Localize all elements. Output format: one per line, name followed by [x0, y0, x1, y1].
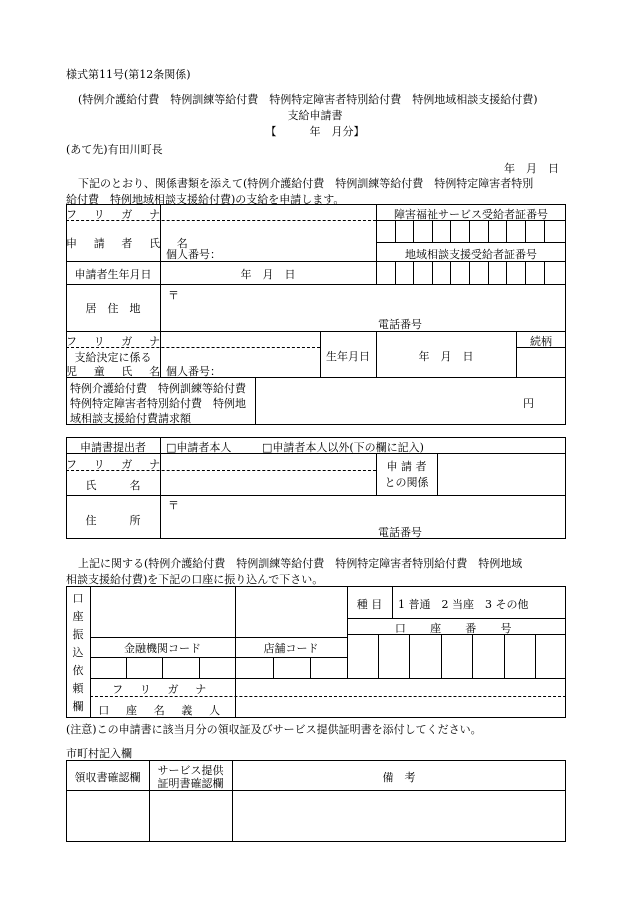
relation-label: 続柄 [530, 335, 552, 348]
submitter-address-label: 住 所 [85, 514, 141, 527]
regional-cert-label: 地域相談支援受給者証番号 [405, 248, 537, 261]
submitter-phone-label: 電話番号 [378, 526, 422, 539]
submitter-label: 申請書提出者 [80, 441, 146, 454]
intro-line-2: 給付費 特例地域相談支援給付費)の支給を申請します。 [66, 193, 345, 206]
option-self[interactable]: □申請者本人 [166, 441, 232, 454]
bank-side-label-4: 依 [72, 664, 84, 677]
bank-intro-line-1: 上記に関する(特例介護給付費 特例訓練等給付費 特例特定障害者特別給付費 特例地域 [78, 557, 523, 570]
claim-label-3: 域相談支援給付費請求額 [70, 412, 191, 425]
child-individual-number: 個人番号： [166, 365, 221, 378]
submitter-postal-mark: 〒 [168, 499, 179, 512]
child-label-1: 支給決定に係る [74, 351, 152, 364]
addressee: (あて先)有田川町長 [66, 143, 163, 156]
birthdate-label: 申請者生年月日 [74, 268, 152, 281]
account-number-label: 口 座 番 号 [394, 622, 519, 635]
claim-label-2: 特例特定障害者特別給付費 特例地 [70, 397, 246, 410]
application-date: 年 月 日 [504, 162, 559, 175]
bank-side-label-5: 頼 [72, 682, 84, 695]
remarks-label: 備 考 [382, 771, 416, 784]
bank-side-label-6: 欄 [72, 700, 84, 713]
option-other[interactable]: □申請者本人以外(下の欄に記入) [262, 441, 424, 454]
page-title: 支給申請書 [287, 109, 343, 122]
bank-intro-line-2: 相談支援給付費)を下記の口座に振り込んで下さい。 [66, 573, 324, 586]
claim-label-1: 特例介護給付費 特例訓練等給付費 [70, 382, 246, 395]
phone-label: 電話番号 [378, 318, 422, 331]
month-bracket: 【 年 月分】 [265, 125, 365, 138]
receipt-check-label: 領収書確認欄 [74, 771, 141, 784]
bank-side-label-1: 座 [72, 610, 84, 623]
benefits-line: (特例介護給付費 特例訓練等給付費 特例特定障害者特別給付費 特例地域相談支援給付費) [78, 93, 538, 106]
bank-furigana: フ リ ガ ナ [112, 683, 213, 696]
bank-code-label: 金融機関コード [124, 642, 201, 655]
attachment-note: (注意)この申請書に該当月分の領収証及びサービス提供証明書を添付してください。 [66, 723, 482, 736]
child-label-2: 児 童 氏 名 [66, 365, 167, 378]
account-type-options[interactable]: 1 普通 2 当座 3 その他 [398, 598, 529, 611]
bank-side-label-3: 込 [72, 646, 84, 659]
branch-code-label: 店舗コード [263, 642, 319, 655]
individual-number-label: 個人番号： [166, 248, 221, 261]
child-birth-label: 生年月日 [326, 350, 370, 363]
child-birth-value: 年 月 日 [418, 350, 474, 363]
intro-line-1: 下記のとおり、関係書類を添えて(特例介護給付費 特例訓練等給付費 特例特定障害者特別 [78, 177, 534, 190]
submitter-furigana: フ リ ガ ナ [66, 458, 167, 471]
account-type-label: 種 目 [356, 598, 383, 611]
welfare-cert-label: 障害福祉サービス受給者証番号 [394, 208, 548, 221]
yen-label: 円 [523, 397, 534, 410]
account-holder-label: 口 座 名 義 人 [98, 704, 227, 717]
applicant-name-label: 申 請 者 氏 名 [66, 237, 195, 250]
submitter-name-label: 氏 名 [85, 479, 141, 492]
address-label: 居 住 地 [85, 302, 141, 315]
form-number: 様式第11号(第12条関係) [66, 68, 191, 81]
relation-label-2: との関係 [384, 476, 429, 489]
child-furigana-label: フ リ ガ ナ [66, 335, 167, 348]
birthdate-value: 年 月 日 [240, 268, 296, 281]
postal-mark: 〒 [168, 289, 179, 302]
bank-side-label-2: 振 [72, 628, 84, 641]
furigana-label: フ リ ガ ナ [66, 208, 167, 221]
service-check-label-1: サービス提供 [157, 764, 224, 777]
service-check-label-2: 証明書確認欄 [157, 777, 224, 790]
municipal-section-title: 市町村記入欄 [66, 747, 132, 760]
bank-side-label-0: 口 [72, 592, 84, 605]
relation-label-1: 申 請 者 [386, 460, 427, 473]
